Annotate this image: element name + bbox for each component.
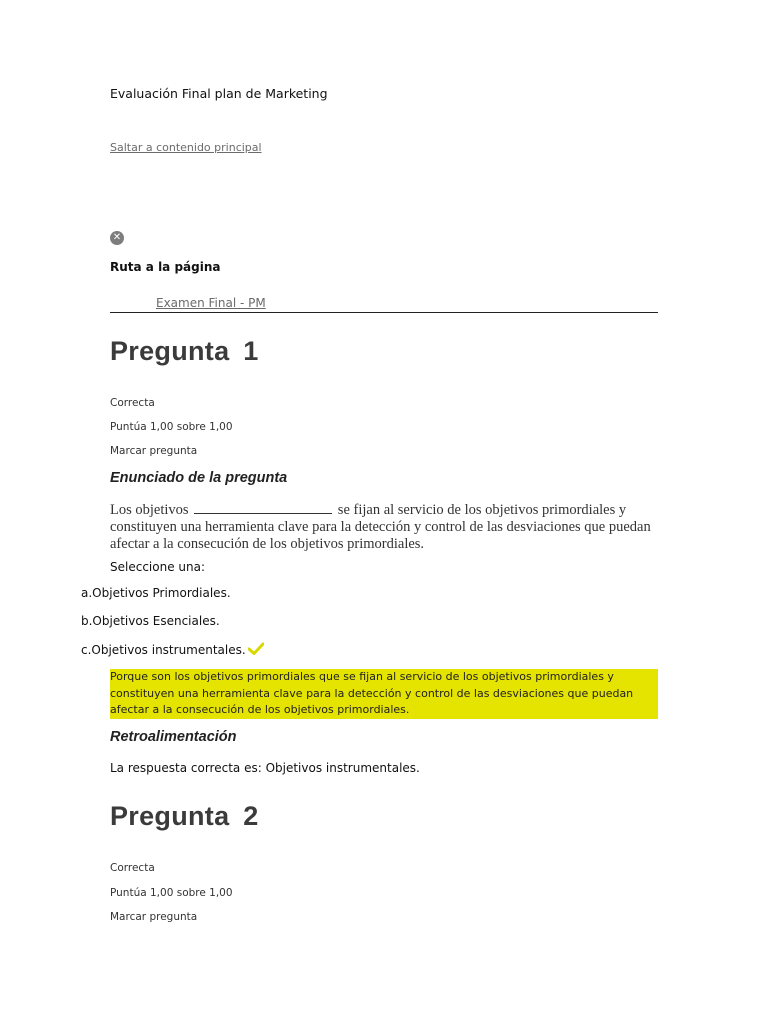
breadcrumb-divider bbox=[110, 312, 658, 313]
question-1-statement-heading: Enunciado de la pregunta bbox=[110, 470, 288, 486]
checkmark-icon bbox=[248, 642, 264, 659]
option-c-row[interactable] bbox=[81, 642, 264, 659]
question-1-text bbox=[110, 502, 670, 553]
question-text-start: Los objetivos bbox=[110, 502, 189, 518]
question-1-heading: Pregunta 1 bbox=[110, 336, 259, 366]
question-1-status: Correcta bbox=[110, 397, 155, 409]
question-2-heading: Pregunta 2 bbox=[110, 801, 259, 831]
question-2-status: Correcta bbox=[110, 862, 155, 874]
question-2-score: Puntúa 1,00 sobre 1,00 bbox=[110, 887, 233, 899]
feedback-heading: Retroalimentación bbox=[110, 729, 237, 745]
breadcrumb-link-exam[interactable]: Examen Final - PM bbox=[156, 296, 266, 310]
question-2-flag-link[interactable]: Marcar pregunta bbox=[110, 911, 198, 923]
question-text-end: se fijan al servicio de los objetivos primordiales y constituyen una herramienta clave para la detección y control de las desviaciones que puedan afectar a la consecución de los objetivos primordiales. bbox=[110, 502, 651, 552]
breadcrumb-heading: Ruta a la página bbox=[110, 260, 221, 274]
close-icon[interactable]: ✕ bbox=[110, 231, 124, 245]
option-c[interactable]: c.Objetivos instrumentales. bbox=[81, 643, 246, 657]
option-a[interactable]: a.Objetivos Primordiales. bbox=[81, 586, 231, 600]
answer-blank bbox=[194, 502, 332, 514]
document-title: Evaluación Final plan de Marketing bbox=[110, 86, 328, 101]
question-1-flag-link[interactable]: Marcar pregunta bbox=[110, 445, 198, 457]
select-one-label: Seleccione una: bbox=[110, 560, 205, 574]
correct-answer-text: La respuesta correcta es: Objetivos instrumentales. bbox=[110, 761, 420, 775]
skip-to-content-link[interactable]: Saltar a contenido principal bbox=[110, 141, 262, 154]
answer-explanation: Porque son los objetivos primordiales que se fijan al servicio de los objetivos primordiales y constituyen una herramienta clave para la detección y control de las desviaciones que puedan afectar a la consecución de los objetivos primordiales. bbox=[110, 669, 658, 719]
option-b[interactable]: b.Objetivos Esenciales. bbox=[81, 614, 220, 628]
question-1-score: Puntúa 1,00 sobre 1,00 bbox=[110, 421, 233, 433]
